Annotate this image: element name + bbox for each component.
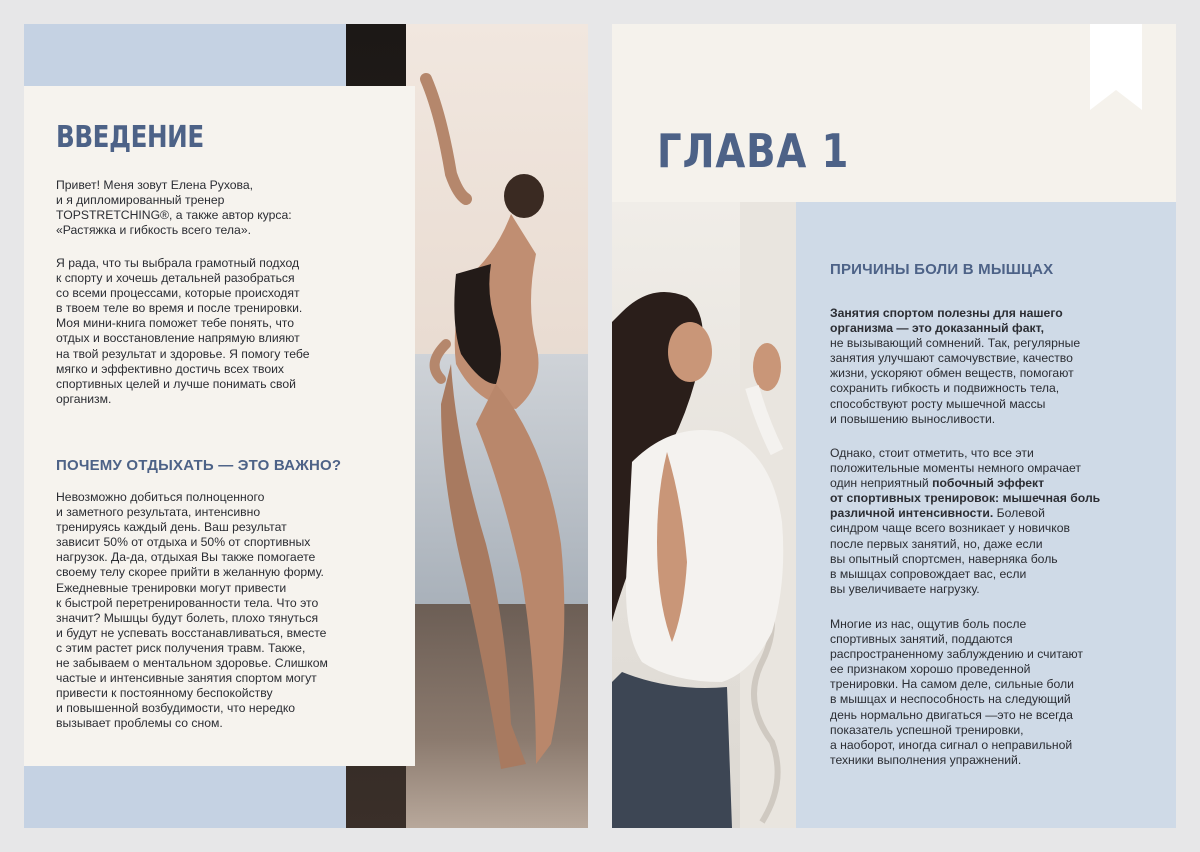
text-line: со всеми процессами, которые происходят [56,286,300,301]
intro-paragraph [56,178,292,238]
text-line: своему телу скорее прийти в желанную форму. [56,565,324,580]
text-line: Моя мини-книга поможет тебе понять, что [56,316,295,331]
text-line: не вызывающий сомнений. Так, регулярные [830,336,1081,351]
paragraph-misconception [830,617,1083,768]
text-line: сохранить гибкость и подвижность тела, [830,381,1060,396]
left-page [24,24,588,828]
text-line: в мышцах сопровождает вас, если [830,566,1027,581]
text-line: ее признаком хорошо проведенной [830,662,1031,677]
portrait-figure [612,202,796,828]
text-line: Невозможно добиться полноценного [56,490,265,504]
section-heading-why-rest: ПОЧЕМУ ОТДЫХАТЬ — ЭТО ВАЖНО? [56,457,342,474]
text-line: с этим растет риск получения травм. Также, [56,640,306,655]
text-line: синдром чаще всего возникает у новичков [830,521,1070,536]
bold-text: от спортивных тренировок: мышечная боль [830,491,1101,506]
text-line: к спорту и хочешь детальней разобраться [56,271,295,286]
text-line: нагрузок. Да-да, отдыхая Вы также помогаете [56,550,316,565]
text-line: в мышцах и неспособность на следующий [830,692,1071,707]
text-line: распространенному заблуждению и считают [830,647,1084,662]
text-line: спортивных целей и лучше понимать свой [56,376,296,391]
text-line: значит? Мышцы будут болеть, плохо тянуться [56,610,319,625]
text-line: и я дипломированный тренер [56,193,225,208]
text-line: и повышению выносливости. [830,411,996,426]
text-line: Я рада, что ты выбрала грамотный подход [56,256,300,270]
bold-text: организма — это доказанный факт, [830,321,1045,336]
bold-text: Занятия спортом полезны для нашего [830,306,1063,320]
text-line: день нормально двигаться —это не всегда [830,707,1073,722]
text-line: один неприятный [830,476,933,491]
text-line: на твой результат и здоровье. Я помогу тебе [56,346,310,361]
text-line: спортивных занятий, поддаются [830,632,1013,647]
text-line: Болевой [993,506,1045,521]
body-paragraph [56,256,309,407]
text-line: положительные моменты немного омрачает [830,461,1081,476]
woman-portrait-photo [612,202,796,828]
text-line: в твоем теле во время и после тренировки. [56,301,303,316]
text-line: привести к постоянному беспокойству [56,686,273,701]
text-line: TOPSTRETCHING®, а также автор курса: [56,208,292,223]
text-line: и повышенной возбудимости, что нередко [56,701,296,716]
text-line: вы увеличиваете нагрузку. [830,581,980,596]
text-line: вы опытный спортсмен, наверняка боль [830,551,1058,566]
bold-text: побочный эффект [932,476,1045,491]
text-line: а наоборот, иногда сигнал о неправильной [830,737,1073,752]
bookmark-icon [1090,24,1142,110]
text-line: показатель успешной тренировки, [830,722,1024,737]
text-line: частые и интенсивные занятия спортом могут [56,671,317,686]
text-line: занятия улучшают самочувствие, качество [830,351,1073,366]
section-heading-muscle-pain: ПРИЧИНЫ БОЛИ В МЫШЦАХ [830,261,1054,278]
text-line: Однако, стоит отметить, что все эти [830,446,1034,460]
bold-text: различной интенсивности. [830,506,994,521]
text-line: «Растяжка и гибкость всего тела». [56,223,251,238]
text-line: не забываем о ментальном здоровье. Слишком [56,656,328,671]
text-line: организм. [56,391,112,406]
paragraph-benefits [830,306,1080,427]
paragraph-side-effect [830,446,1100,597]
text-line: к быстрой перетренированности тела. Что это [56,595,319,610]
page-title-introduction: ВВЕДЕНИЕ [56,120,204,155]
why-rest-paragraph [56,490,328,732]
text-line: тренируясь каждый день. Ваш результат [56,520,287,535]
text-line: вызывает проблемы со сном. [56,716,223,731]
text-line: после первых занятий, но, даже если [830,536,1043,551]
text-line: жизни, ускоряют обмен веществ, помогают [830,366,1074,381]
text-line: техники выполнения упражнений. [830,752,1022,767]
chapter-title: ГЛАВА 1 [657,124,850,178]
text-line: способствуют росту мышечной массы [830,396,1046,411]
text-line: мягко и эффективно достичь всех твоих [56,361,285,376]
text-line: Ежедневные тренировки могут привести [56,580,287,595]
right-page [612,24,1176,828]
text-line: зависит 50% от отдыха и 50% от спортивных [56,535,311,550]
text-line: Привет! Меня зовут Елена Рухова, [56,178,254,192]
text-line: тренировки. На самом деле, сильные боли [830,677,1074,692]
text-line: и будут не успевать восстанавливаться, вместе [56,625,327,640]
text-line: Многие из нас, ощутив боль после [830,617,1027,631]
text-line: отдых и восстановление напрямую влияют [56,331,300,346]
text-line: и заметного результата, интенсивно [56,505,261,520]
